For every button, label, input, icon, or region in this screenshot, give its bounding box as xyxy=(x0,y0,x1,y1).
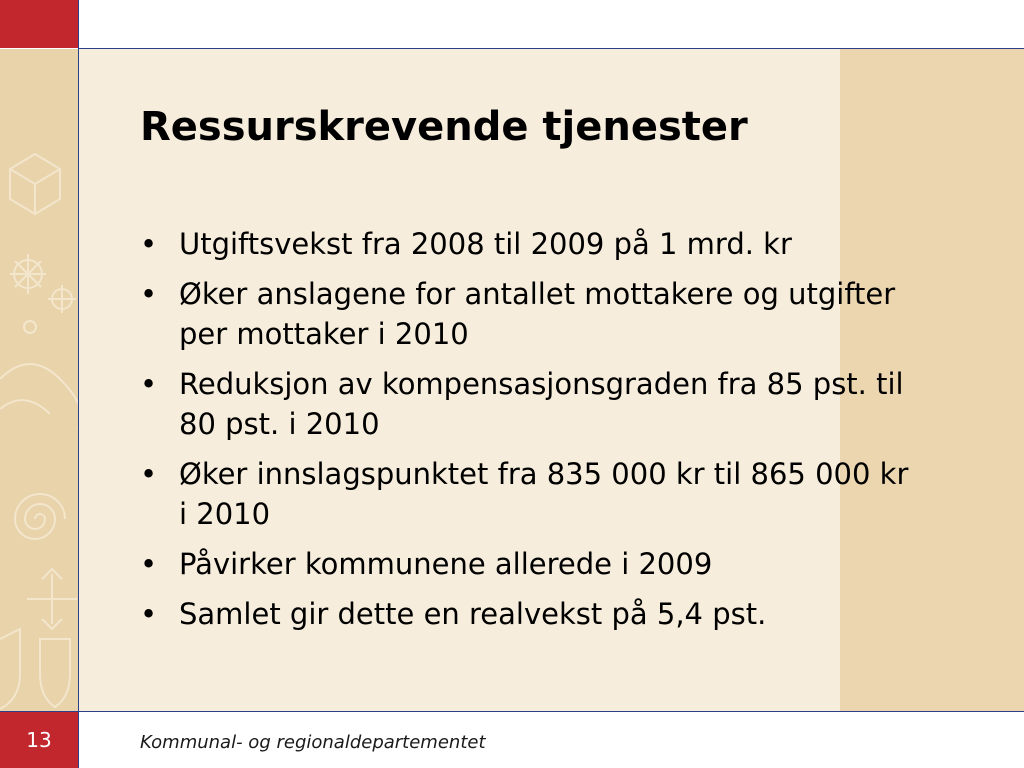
bullet-item xyxy=(140,364,920,444)
bullet-point-icon: • xyxy=(140,227,158,261)
decorative-side-strip xyxy=(0,49,78,711)
bullet-point-icon: • xyxy=(140,547,158,581)
bullet-point-icon: • xyxy=(140,367,158,401)
bullet-item xyxy=(140,544,920,584)
bullet-text: Påvirker kommunene allerede i 2009 xyxy=(179,547,713,581)
bullet-text: Reduksjon av kompensasjonsgraden fra 85 pst. til 80 pst. i 2010 xyxy=(179,367,904,441)
bullet-point-icon: • xyxy=(140,597,158,631)
bullet-list xyxy=(140,224,920,644)
bullet-item xyxy=(140,274,920,354)
bullet-item xyxy=(140,454,920,534)
slide-title: Ressurskrevende tjenester xyxy=(140,104,748,150)
bullet-text: Øker anslagene for antallet mottakere og utgifter per mottaker i 2010 xyxy=(179,277,896,351)
header-red-block xyxy=(0,0,78,48)
header-bar xyxy=(79,0,1024,48)
bullet-text: Samlet gir dette en realvekst på 5,4 pst. xyxy=(179,597,767,631)
bullet-point-icon: • xyxy=(140,277,158,311)
bullet-text: Utgiftsvekst fra 2008 til 2009 på 1 mrd. kr xyxy=(179,227,792,261)
bullet-point-icon: • xyxy=(140,457,158,491)
slide-number: 13 xyxy=(26,728,52,752)
bullet-text: Øker innslagspunktet fra 835 000 kr til 865 000 kr i 2010 xyxy=(179,457,909,531)
bullet-item xyxy=(140,594,920,634)
ornament-pattern-icon xyxy=(0,49,78,711)
bullet-item xyxy=(140,224,920,264)
footer-department-name: Kommunal- og regionaldepartementet xyxy=(140,732,486,753)
